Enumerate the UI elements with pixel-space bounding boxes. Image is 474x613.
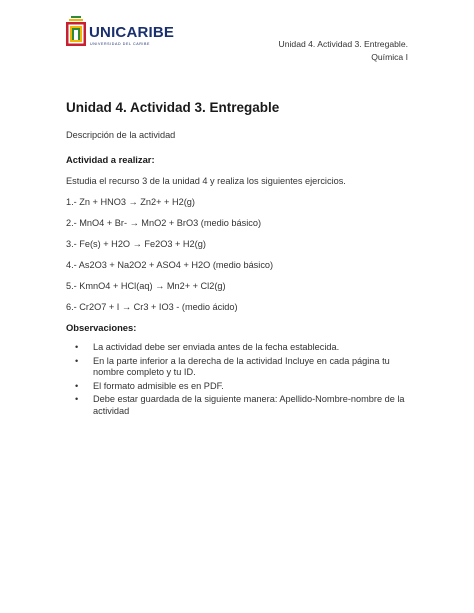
exercise-item: 1.- Zn + HNO3 → Zn2+ + H2(g) xyxy=(66,197,195,207)
exercise-item: 3.- Fe(s) + H2O → Fe2O3 + H2(g) xyxy=(66,239,206,249)
observation-item xyxy=(66,356,416,379)
observation-item xyxy=(66,381,416,393)
unicaribe-emblem-icon xyxy=(66,16,86,46)
exercise-item: 4.- As2O3 + Na2O2 + ASO4 + H2O (medio básico) xyxy=(66,260,274,270)
observation-item xyxy=(66,394,416,417)
header-activity-title: Unidad 4. Actividad 3. Entregable. xyxy=(278,39,408,49)
exercise-item: 5.- KmnO4 + HCl(aq) → Mn2+ + Cl2(g) xyxy=(66,281,226,291)
exercise-list xyxy=(66,196,416,313)
logo-wordmark: UNICARIBE xyxy=(89,24,175,41)
logo-subtitle: UNIVERSIDAD DEL CARIBE xyxy=(90,42,150,46)
observations-list xyxy=(66,342,416,417)
university-logo xyxy=(66,16,186,50)
observations-heading: Observaciones: xyxy=(66,322,137,333)
observation-text: La actividad debe ser enviada antes de la fecha establecida. xyxy=(93,342,340,352)
bullet-icon: • xyxy=(75,342,79,352)
header-course-name: Química I xyxy=(371,52,408,62)
observation-text: El formato admisible es en PDF. xyxy=(93,380,224,391)
description-label: Descripción de la actividad xyxy=(66,130,176,140)
page-header xyxy=(279,38,408,64)
document-title: Unidad 4. Actividad 3. Entregable xyxy=(66,100,280,115)
observation-text: Debe estar guardada de la siguiente manera: Apellido-Nombre-nombre de la actividad xyxy=(93,394,405,416)
bullet-icon: • xyxy=(75,394,79,404)
exercise-item: 2.- MnO4 + Br- → MnO2 + BrO3 (medio básico) xyxy=(66,218,262,228)
exercise-item: 6.- Cr2O7 + I → Cr3 + IO3 - (medio ácido) xyxy=(66,302,238,312)
bullet-icon: • xyxy=(75,380,79,391)
instruction-text: Estudia el recurso 3 de la unidad 4 y realiza los siguientes ejercicios. xyxy=(66,176,346,186)
activity-heading: Actividad a realizar: xyxy=(66,154,155,165)
observation-text: En la parte inferior a la derecha de la actividad Incluye en cada página tu nombre completo y tu ID. xyxy=(93,355,390,377)
document-body xyxy=(66,100,416,419)
observation-item xyxy=(66,342,416,354)
bullet-icon: • xyxy=(75,355,79,366)
